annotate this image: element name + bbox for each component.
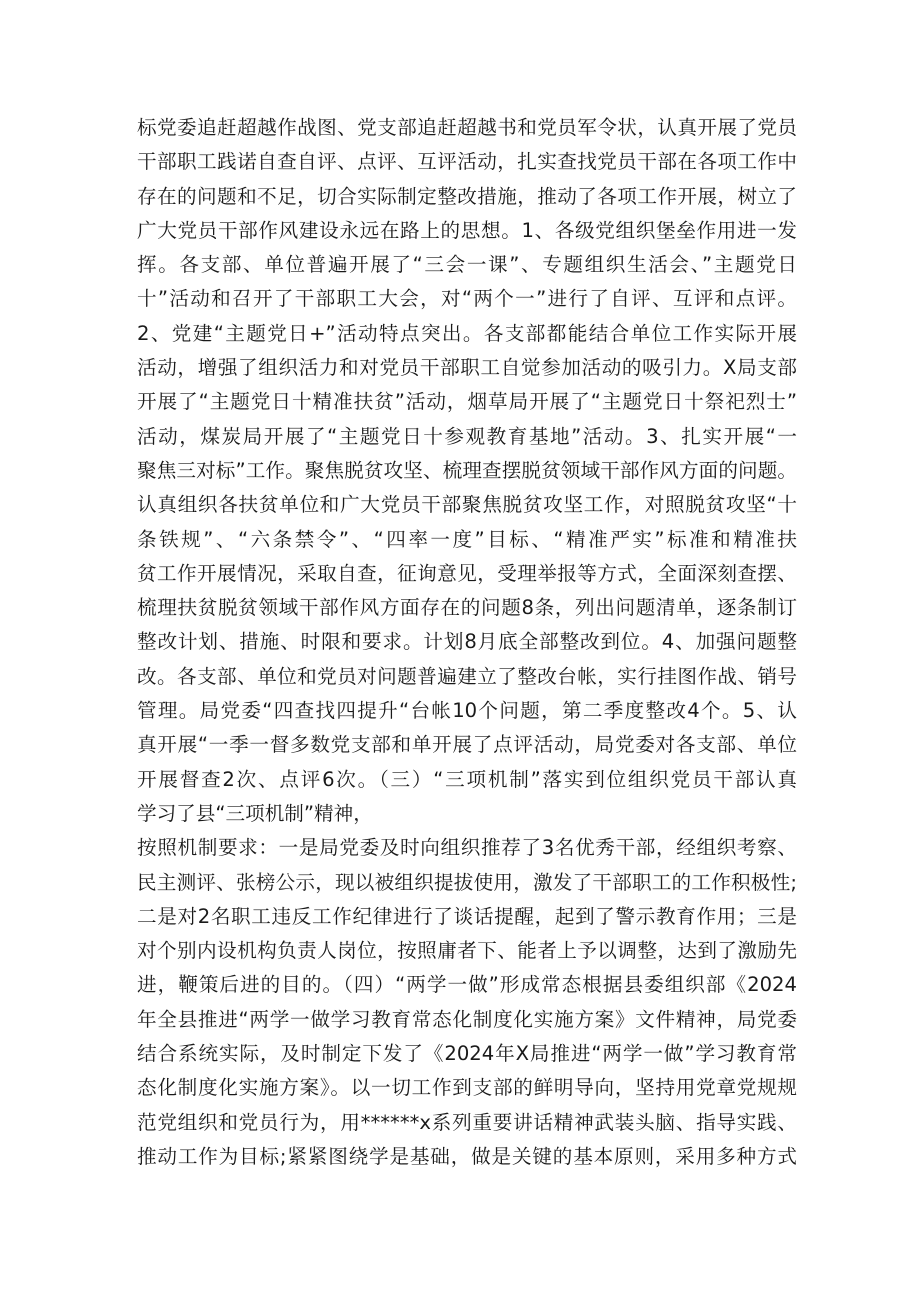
text-line: 标党委追赶超越作战图、党支部追赶超越书和党员军令状，认真开展了党员 xyxy=(137,116,797,139)
text-line: 梳理扶贫脱贫领域干部作风方面存在的问题8条，列出问题清单，逐条制订 xyxy=(137,596,797,620)
text-line: 聚焦三对标”工作。聚焦脱贫攻坚、梳理查摆脱贫领域干部作风方面的问题。 xyxy=(137,458,797,482)
text-line: 开展了“主题党日十精准扶贫”活动，烟草局开展了“主题党日十祭祀烈士” xyxy=(137,390,797,414)
text-line: 开展督查2次、点评6次。（三）“三项机制”落实到位组织党员干部认真 xyxy=(137,767,797,791)
text-line: 十”活动和召开了干部职工大会，对“两个一”进行了自评、互评和点评。 xyxy=(137,287,797,311)
text-line: 贫工作开展情况，采取自查，征询意见，受理举报等方式，全面深刻查摆、 xyxy=(137,561,797,585)
text-line: 广大党员干部作风建设永远在路上的思想。1、各级党组织堡垒作用进一发 xyxy=(137,218,797,242)
text-line: 结合系统实际，及时制定下发了《2024年X局推进“两学一做”学习教育常 xyxy=(137,1042,797,1066)
text-line: 进，鞭策后进的目的。（四）“两学一做”形成常态根据县委组织部《2024 xyxy=(137,973,797,997)
text-line: 态化制度化实施方案》。以一切工作到支部的鲜明导向，坚持用党章党规规 xyxy=(137,1076,797,1100)
text-line: 整改计划、措施、时限和要求。计划8月底全部整改到位。4、加强问题整 xyxy=(137,630,797,654)
text-line: 活动，增强了组织活力和对党员干部职工自觉参加活动的吸引力。X局支部 xyxy=(137,356,797,380)
text-line: 真开展“一季一督多数党支部和单开展了点评活动，局党委对各支部、单位 xyxy=(137,733,797,757)
text-line: 改。各支部、单位和党员对问题普遍建立了整改台帐，实行挂图作战、销号 xyxy=(137,664,797,688)
text-line: 民主测评、张榜公示，现以被组织提拔使用，激发了干部职工的工作积极性; xyxy=(137,870,797,894)
text-line: 干部职工践诺自查自评、点评、互评活动，扎实查找党员干部在各项工作中 xyxy=(137,150,797,174)
text-line: 推动工作为目标;紧紧图绕学是基础，做是关键的基本原则，采用多种方式 xyxy=(137,1144,797,1168)
text-line: 年全县推进“两学一做学习教育常态化制度化实施方案》文件精神，局党委 xyxy=(137,1007,797,1031)
text-line: 条铁规”、“六条禁令”、“四率一度”目标、“精准严实”标准和精准扶 xyxy=(137,527,797,551)
text-line: 认真组织各扶贫单位和广大党员干部聚焦脱贫攻坚工作，对照脱贫攻坚“十 xyxy=(137,493,797,517)
text-line: 挥。各支部、单位普遍开展了“三会一课”、专题组织生活会、”主题党日 xyxy=(137,253,797,277)
text-line: 存在的问题和不足，切合实际制定整改措施，推动了各项工作开展，树立了 xyxy=(137,184,797,208)
text-line: 活动，煤炭局开展了“主题党日十参观教育基地”活动。3、扎实开展“一 xyxy=(137,424,797,448)
text-line: 2、党建“主题党日+”活动特点突出。各支部都能结合单位工作实际开展 xyxy=(137,321,797,345)
text-line: 对个别内设机构负责人岗位，按照庸者下、能者上予以调整，达到了激励先 xyxy=(137,939,797,963)
text-line: 管理。局党委“四查找四提升“台帐10个问题，第二季度整改4个。5、认 xyxy=(137,699,797,723)
text-line: 范党组织和党员行为，用******x系列重要讲话精神武装头脑、指导实践、 xyxy=(137,1110,797,1134)
text-line: 学习了县“三项机制”精神， xyxy=(137,801,373,825)
text-line: 按照机制要求：一是局党委及时向组织推荐了3名优秀干部，经组织考察、 xyxy=(137,836,797,860)
document-body xyxy=(137,111,797,1174)
text-line: 二是对2名职工违反工作纪律进行了谈话提醒，起到了警示教育作用；三是 xyxy=(137,904,797,928)
